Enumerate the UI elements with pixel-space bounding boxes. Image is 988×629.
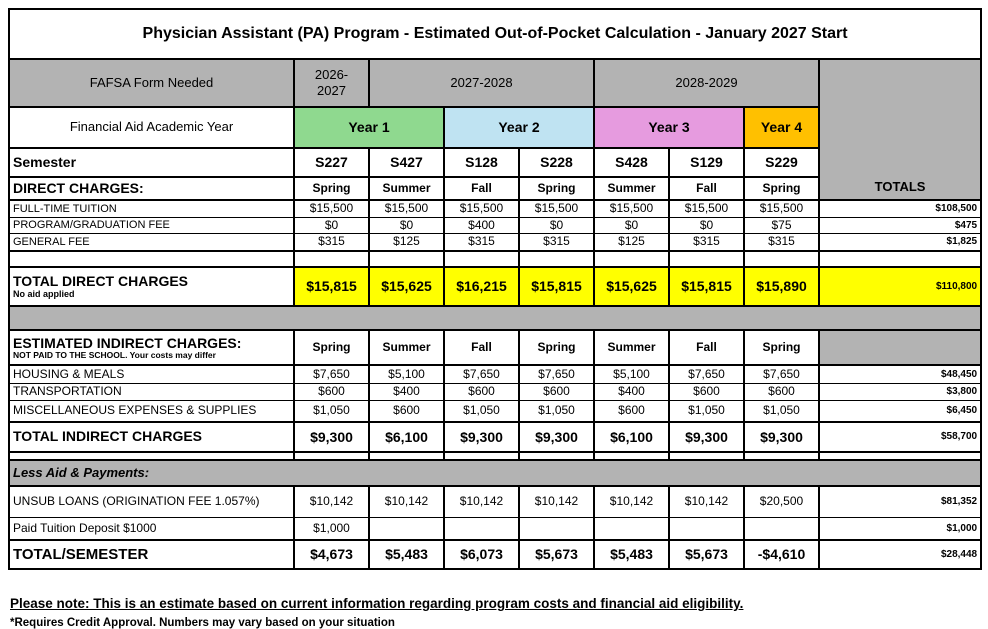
fafsa-label-cell: FAFSA Form Needed	[9, 59, 294, 107]
footer	[10, 596, 980, 629]
value-cell: $15,625	[369, 267, 444, 306]
total-direct-label: TOTAL DIRECT CHARGES	[13, 272, 189, 289]
footer-note: Please note: This is an estimate based on current information regarding program costs and financial aid eligibility.	[10, 596, 744, 611]
term-cell: Spring	[744, 330, 819, 365]
empty-cell	[594, 251, 669, 267]
value-cell	[744, 518, 819, 541]
totals-header-cell: TOTALS	[819, 59, 981, 200]
row-label: HOUSING & MEALS	[9, 365, 294, 384]
term-cell: Spring	[294, 177, 369, 200]
less-aid-header: Less Aid & Payments:	[9, 460, 981, 486]
value-cell: $10,142	[669, 486, 744, 518]
value-cell: $5,673	[519, 540, 594, 569]
semester-cell: S128	[444, 148, 519, 177]
row-label: FULL-TIME TUITION	[9, 200, 294, 218]
value-cell: $315	[519, 234, 594, 252]
value-cell: $9,300	[669, 422, 744, 452]
empty-cell	[669, 452, 744, 460]
spacer-row	[9, 251, 981, 267]
empty-cell	[669, 251, 744, 267]
semester-cell: S228	[519, 148, 594, 177]
value-cell: $10,142	[444, 486, 519, 518]
empty-cell	[744, 251, 819, 267]
value-cell: $4,673	[294, 540, 369, 569]
value-cell: $15,815	[294, 267, 369, 306]
value-cell: $125	[369, 234, 444, 252]
fafsa-year-cell	[294, 59, 369, 107]
value-cell: $0	[594, 218, 669, 234]
row-tuition	[9, 200, 981, 218]
totals-spacer-cell	[819, 330, 981, 365]
value-cell: $1,050	[669, 401, 744, 423]
empty-cell	[444, 452, 519, 460]
row-label: MISCELLANEOUS EXPENSES & SUPPLIES	[9, 401, 294, 423]
total-cell: $1,825	[819, 234, 981, 252]
value-cell: $1,050	[294, 401, 369, 423]
semester-cell: S229	[744, 148, 819, 177]
indirect-charges-header: ESTIMATED INDIRECT CHARGES:	[13, 334, 242, 351]
value-cell: $15,500	[594, 200, 669, 218]
value-cell: $15,500	[294, 200, 369, 218]
semester-cell: S428	[594, 148, 669, 177]
value-cell: $0	[669, 218, 744, 234]
year3-cell: Year 3	[594, 107, 744, 148]
term-cell: Fall	[444, 177, 519, 200]
value-cell: $5,673	[669, 540, 744, 569]
value-cell: $600	[744, 384, 819, 401]
value-cell: $10,142	[294, 486, 369, 518]
separator-cell	[9, 306, 981, 330]
row-transportation	[9, 384, 981, 401]
empty-cell	[819, 452, 981, 460]
total-cell: $58,700	[819, 422, 981, 452]
value-cell: $0	[294, 218, 369, 234]
total-direct-charges-row	[9, 267, 981, 306]
value-cell: $10,142	[519, 486, 594, 518]
value-cell: $20,500	[744, 486, 819, 518]
empty-cell	[744, 452, 819, 460]
row-label: UNSUB LOANS (ORIGINATION FEE 1.057%)	[9, 486, 294, 518]
value-cell: $6,073	[444, 540, 519, 569]
row-label: PROGRAM/GRADUATION FEE	[9, 218, 294, 234]
value-cell: $600	[369, 401, 444, 423]
row-unsub-loans	[9, 486, 981, 518]
term-cell: Summer	[594, 330, 669, 365]
term-cell: Summer	[369, 177, 444, 200]
value-cell	[669, 518, 744, 541]
value-cell: -$4,610	[744, 540, 819, 569]
value-cell: $10,142	[594, 486, 669, 518]
term-cell: Fall	[444, 330, 519, 365]
value-cell: $15,625	[594, 267, 669, 306]
total-cell: $108,500	[819, 200, 981, 218]
empty-cell	[594, 452, 669, 460]
value-cell: $7,650	[444, 365, 519, 384]
total-cell: $48,450	[819, 365, 981, 384]
fafsa-year-text: 2026-2027	[314, 66, 349, 98]
fafsa-year-cell: 2028-2029	[594, 59, 819, 107]
value-cell: $0	[369, 218, 444, 234]
value-cell: $6,100	[594, 422, 669, 452]
value-cell: $6,100	[369, 422, 444, 452]
value-cell: $1,050	[744, 401, 819, 423]
footer-disclaimer: *Requires Credit Approval. Numbers may vary based on your situation	[10, 617, 395, 629]
indirect-charges-header-row	[9, 330, 981, 365]
empty-cell	[444, 251, 519, 267]
empty-cell	[294, 251, 369, 267]
value-cell: $9,300	[744, 422, 819, 452]
term-cell: Summer	[594, 177, 669, 200]
value-cell: $315	[669, 234, 744, 252]
value-cell: $15,890	[744, 267, 819, 306]
value-cell: $9,300	[444, 422, 519, 452]
row-general-fee	[9, 234, 981, 252]
value-cell: $600	[594, 401, 669, 423]
semester-cell: S227	[294, 148, 369, 177]
semester-label-cell: Semester	[9, 148, 294, 177]
term-cell: Fall	[669, 177, 744, 200]
less-aid-row	[9, 460, 981, 486]
total-indirect-charges-row	[9, 422, 981, 452]
empty-cell	[819, 251, 981, 267]
total-direct-sublabel: No aid applied	[13, 289, 75, 300]
row-miscellaneous	[9, 401, 981, 423]
row-label: GENERAL FEE	[9, 234, 294, 252]
value-cell: $400	[444, 218, 519, 234]
value-cell: $75	[744, 218, 819, 234]
value-cell: $15,500	[444, 200, 519, 218]
value-cell: $5,483	[594, 540, 669, 569]
value-cell: $315	[444, 234, 519, 252]
direct-charges-header-cell: DIRECT CHARGES:	[9, 177, 294, 200]
gap-row	[9, 452, 981, 460]
value-cell	[519, 518, 594, 541]
value-cell	[369, 518, 444, 541]
value-cell	[594, 518, 669, 541]
term-cell: Summer	[369, 330, 444, 365]
empty-cell	[294, 452, 369, 460]
value-cell	[444, 518, 519, 541]
value-cell: $16,215	[444, 267, 519, 306]
year1-cell: Year 1	[294, 107, 444, 148]
term-cell: Spring	[744, 177, 819, 200]
indirect-charges-header-cell	[9, 330, 294, 365]
value-cell: $15,500	[669, 200, 744, 218]
row-label: Paid Tuition Deposit $1000	[9, 518, 294, 541]
value-cell: $0	[519, 218, 594, 234]
fafsa-row	[9, 59, 981, 107]
cost-table	[8, 8, 982, 570]
empty-cell	[519, 251, 594, 267]
empty-cell	[369, 452, 444, 460]
value-cell: $125	[594, 234, 669, 252]
total-cell: $110,800	[819, 267, 981, 306]
total-cell: $3,800	[819, 384, 981, 401]
value-cell: $400	[369, 384, 444, 401]
total-cell: $28,448	[819, 540, 981, 569]
semester-cell: S427	[369, 148, 444, 177]
value-cell: $315	[744, 234, 819, 252]
value-cell: $15,500	[519, 200, 594, 218]
total-cell: $475	[819, 218, 981, 234]
row-housing	[9, 365, 981, 384]
total-indirect-label: TOTAL INDIRECT CHARGES	[9, 422, 294, 452]
term-cell: Fall	[669, 330, 744, 365]
value-cell: $7,650	[669, 365, 744, 384]
total-direct-label-cell	[9, 267, 294, 306]
value-cell: $7,650	[519, 365, 594, 384]
empty-cell	[9, 452, 294, 460]
empty-cell	[369, 251, 444, 267]
term-cell: Spring	[519, 177, 594, 200]
total-cell: $81,352	[819, 486, 981, 518]
empty-cell	[519, 452, 594, 460]
value-cell: $15,815	[519, 267, 594, 306]
value-cell: $15,500	[744, 200, 819, 218]
value-cell: $5,483	[369, 540, 444, 569]
value-cell: $600	[294, 384, 369, 401]
value-cell: $600	[519, 384, 594, 401]
value-cell: $600	[444, 384, 519, 401]
value-cell: $400	[594, 384, 669, 401]
indirect-charges-subheader: NOT PAID TO THE SCHOOL. Your costs may differ	[13, 349, 216, 360]
value-cell: $15,815	[669, 267, 744, 306]
separator-row	[9, 306, 981, 330]
row-tuition-deposit	[9, 518, 981, 541]
value-cell: $15,500	[369, 200, 444, 218]
value-cell: $5,100	[369, 365, 444, 384]
value-cell: $1,050	[519, 401, 594, 423]
academic-year-label-cell: Financial Aid Academic Year	[9, 107, 294, 148]
title-row	[9, 9, 981, 59]
semester-cell: S129	[669, 148, 744, 177]
page-title: Physician Assistant (PA) Program - Estimated Out-of-Pocket Calculation - January 2027 Start	[9, 9, 981, 59]
empty-cell	[9, 251, 294, 267]
value-cell: $10,142	[369, 486, 444, 518]
value-cell: $7,650	[294, 365, 369, 384]
total-cell: $6,450	[819, 401, 981, 423]
row-label: TRANSPORTATION	[9, 384, 294, 401]
total-cell: $1,000	[819, 518, 981, 541]
term-cell: Spring	[519, 330, 594, 365]
total-semester-label: TOTAL/SEMESTER	[9, 540, 294, 569]
total-semester-row	[9, 540, 981, 569]
value-cell: $1,050	[444, 401, 519, 423]
year4-cell: Year 4	[744, 107, 819, 148]
year2-cell: Year 2	[444, 107, 594, 148]
value-cell: $9,300	[519, 422, 594, 452]
value-cell: $600	[669, 384, 744, 401]
value-cell: $5,100	[594, 365, 669, 384]
row-program-fee	[9, 218, 981, 234]
value-cell: $315	[294, 234, 369, 252]
value-cell: $7,650	[744, 365, 819, 384]
value-cell: $9,300	[294, 422, 369, 452]
term-cell: Spring	[294, 330, 369, 365]
fafsa-year-cell: 2027-2028	[369, 59, 594, 107]
value-cell: $1,000	[294, 518, 369, 541]
